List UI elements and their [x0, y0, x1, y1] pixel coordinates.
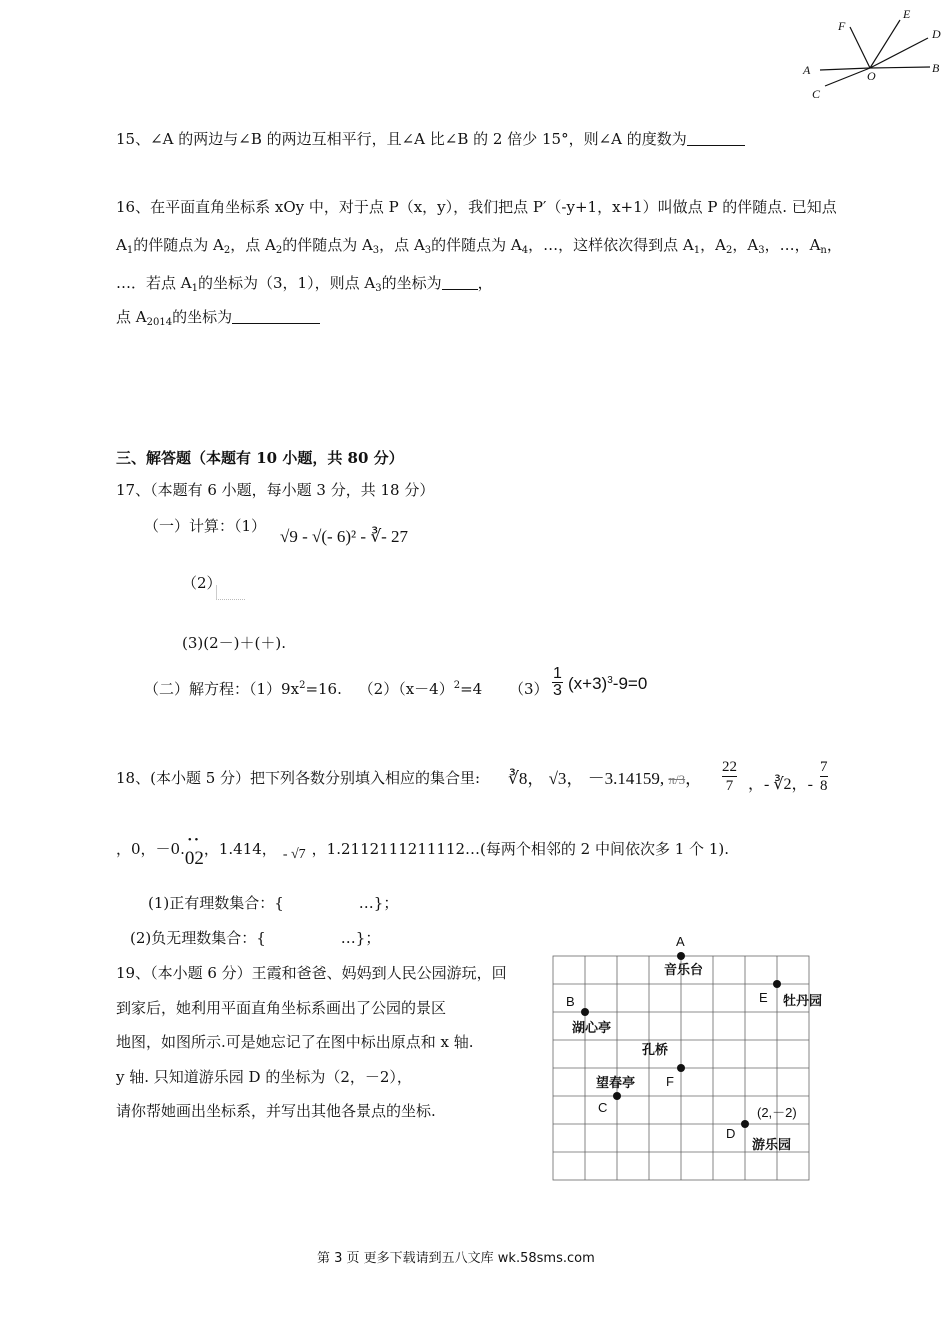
label-e: E	[903, 7, 911, 21]
q17-part2-label: （2）	[182, 574, 222, 592]
point-d	[741, 1120, 749, 1128]
q18-frac-7-8: 7 8	[820, 759, 828, 794]
label-f: F	[838, 19, 846, 33]
q17-part2-blurred-expr	[216, 585, 245, 600]
q17-part1-label: （一）计算：（1）	[144, 517, 267, 535]
q17-eq3-expr: $(x+3)^3-9=0$	[568, 674, 648, 693]
q19-line4: y 轴. 只知道游乐园 D 的坐标为（2，－2），	[116, 1068, 412, 1086]
q18-set2: (2)负无理数集合：{ …}；	[130, 929, 381, 947]
place-amusement-park: 游乐园	[752, 1138, 792, 1153]
label-point-a: A	[676, 934, 685, 949]
num-sqrt3: √3	[548, 769, 567, 788]
q18-line2: ，0，－0. • • 02，1.414， - √7 ，1.2112111211112…(每两个相邻的 2 中间依次多 1 个 1).	[116, 834, 729, 869]
num-cbrt8: ∛8	[508, 769, 528, 788]
ray-oc	[825, 68, 870, 86]
point-c	[613, 1092, 621, 1100]
q18-intro: 18、(本小题 5 分）把下列各数分别填入相应的集合里:	[116, 769, 481, 787]
q17-eq3-fraction: 1 3	[553, 665, 562, 699]
ray-oa	[820, 68, 870, 70]
place-music-stage: 音乐台	[664, 963, 704, 978]
label-b: B	[932, 61, 940, 75]
label-point-e: E	[759, 990, 768, 1005]
q18-cbrt2: ，- ∛2，-	[748, 776, 813, 793]
section-3-heading: 三、解答题（本题有 10 小题，共 80 分）	[116, 449, 404, 467]
num-pi-over-3: π/3	[668, 772, 686, 787]
q16-line2: $A_1$的伴随点为 $A_2$，点 $A_2$的伴随点为 $A_3$，点 $A_3$的伴随点为 $A_4$，…，这样依次得到点 $A_1$，$A_2$，$A_3$，…，$A_n$，	[116, 236, 842, 256]
label-point-b: B	[566, 994, 575, 1009]
label-o: O	[867, 69, 876, 83]
q15-answer-blank[interactable]	[687, 131, 745, 146]
q16-line3: …．若点 $A_1$的坐标为（3，1），则点 $A_3$的坐标为 ，	[116, 274, 493, 294]
park-map	[545, 930, 823, 1185]
q18-frac-22-7: 22 7	[722, 759, 737, 794]
label-a: A	[803, 63, 811, 77]
q17-intro: 17、（本题有 6 小题，每小题 3 分，共 18 分）	[116, 481, 435, 499]
place-peony-garden: 牡丹园	[783, 994, 823, 1009]
page-footer: 第 3 页 更多下载请到五八文库 wk.58sms.com	[317, 1251, 595, 1266]
q18-numbers: ∛8， √3， －3.14159, π/3，	[508, 769, 703, 788]
label-point-d: D	[726, 1126, 736, 1141]
point-f	[677, 1064, 685, 1072]
q16-line4: 点 $A_{2014}$的坐标为	[116, 306, 320, 328]
ray-of	[850, 27, 870, 68]
label-c: C	[812, 87, 821, 101]
repeating-decimal: • • 02	[184, 834, 204, 869]
label-point-f: F	[666, 1074, 674, 1089]
q19-line1: 19、（本小题 6 分）王霞和爸爸、妈妈到人民公园游玩，回	[116, 964, 507, 982]
q18-set1: (1)正有理数集合：{ …}；	[148, 894, 399, 912]
label-d: D	[932, 27, 941, 41]
q19-line2: 到家后，她利用平面直角坐标系画出了公园的景区	[116, 999, 447, 1017]
point-a	[677, 952, 685, 960]
label-d-coord: (2,－2)	[757, 1105, 797, 1120]
num-pi: －3.14159,	[587, 769, 665, 788]
q19-line3: 地图，如图所示.可是她忘记了在图中标出原点和 x 轴.	[116, 1033, 474, 1051]
q17-equations: （二）解方程：$(1)9x^2=16$. $(2)(x-4)^2=4$ （3）	[144, 680, 549, 698]
ray-ob	[870, 67, 930, 68]
q17-expr1: √9 - √(- 6)² - ∛- 27	[280, 527, 409, 546]
q19-line5: 请你帮她画出坐标系，并写出其他各景点的坐标.	[116, 1102, 436, 1120]
question-15	[116, 128, 745, 149]
place-lake-pavilion: 湖心亭	[572, 1021, 612, 1036]
angle-figure	[800, 0, 950, 105]
q15-text: 15、∠A 的两边与∠B 的两边互相平行，且∠A 比∠B 的 2 倍少 15°，则∠A 的度数为	[116, 130, 687, 148]
q16-blank-a3[interactable]	[442, 275, 478, 290]
q17-part3: (3)(2－)＋(＋).	[182, 634, 286, 652]
point-b	[581, 1008, 589, 1016]
place-spring-pavilion: 望春亭	[596, 1076, 636, 1091]
point-e	[773, 980, 781, 988]
place-bridge: 孔桥	[642, 1043, 669, 1058]
q16-line1: 16、在平面直角坐标系 xOy 中，对于点 P（x，y），我们把点 P′（-y+1，x+1）叫做点 P 的伴随点. 已知点	[116, 198, 837, 216]
label-point-c: C	[598, 1100, 608, 1115]
q16-blank-a2014[interactable]	[232, 309, 320, 324]
